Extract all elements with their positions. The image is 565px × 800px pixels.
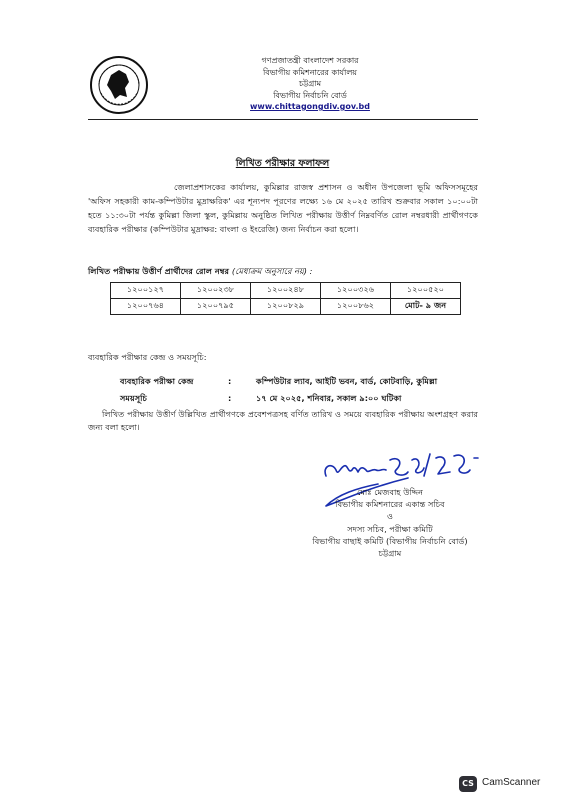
- schedule-center-colon: :: [228, 376, 232, 386]
- signatory-location: চট্টগ্রাম: [378, 548, 402, 559]
- roll-cell: ১২০০৭৯৫: [181, 299, 251, 315]
- roll-cell: ১২০০২৪৮: [251, 283, 321, 299]
- header-line-office: বিভাগীয় কমিশনারের কার্যালয়: [262, 67, 358, 77]
- office-header: [240, 55, 380, 113]
- roll-table: [110, 282, 461, 315]
- schedule-time-value: ১৭ মে ২০২৫, শনিবার, সকাল ৯:০০ ঘটিকা: [256, 393, 402, 403]
- roll-cell: ১২০০২৩৮: [181, 283, 251, 299]
- roll-cell: ১২০০১২৭: [111, 283, 181, 299]
- schedule-time-label: সময়সূচি: [120, 393, 147, 403]
- website-link[interactable]: www.chittagongdiv.gov.bd: [250, 102, 370, 111]
- table-row: [111, 299, 461, 315]
- schedule-title: ব্যবহারিক পরীক্ষার কেন্দ্র ও সময়সূচি:: [88, 352, 207, 362]
- intro-paragraph: জেলাপ্রশাসকের কার্যালয়, কুমিল্লার রাজস্ব প্রশাসন ও অধীন উপজেলা ভূমি অফিসসমূহের 'অফিস সহকারী কাম-কম্পিউটার মুদ্রাক্ষরিক' এর শূন্যপদ পূরণের লক্ষ্যে ১৬ মে ২০২৫ তারিখ শুক্রবার সকাল ১০:০০টা হতে ১১:৩০টা পর্যন্ত কুমিল্লা জিলা স্কুল, কুমিল্লায় অনুষ্ঠিত লিখিত পরীক্ষায় উত্তীর্ণ নিম্নবর্ণিত রোল নম্বরধারী প্রার্থীগণকে ব্যবহারিক পরীক্ষার (কম্পিউটার মুদ্রাক্ষর: বাংলা ও ইংরেজি) জন্য নির্বাচন করা হলো।: [88, 182, 478, 234]
- signatory-title: বিভাগীয় কমিশনারের একান্ত সচিব: [335, 499, 445, 510]
- government-seal-icon: [89, 55, 149, 115]
- table-row: [111, 283, 461, 299]
- signatory-role: সদস্য সচিব, পরীক্ষা কমিটি: [347, 523, 433, 534]
- camscanner-logo-icon: CS: [459, 776, 477, 792]
- header-divider: [88, 119, 478, 120]
- camscanner-watermark: CamScanner: [482, 777, 541, 788]
- roll-cell: ১২০০৩২৬: [321, 283, 391, 299]
- document-title: লিখিত পরীক্ষার ফলাফল: [235, 158, 330, 169]
- schedule-time-colon: :: [228, 393, 232, 403]
- signature-block: [290, 486, 490, 559]
- roll-heading: লিখিত পরীক্ষায় উত্তীর্ণ প্রার্থীদের রোল নম্বর (মেধাক্রম অনুসারে নয়) :: [88, 266, 313, 276]
- signatory-name: মোঃ মেজবাহ উদ্দিন: [357, 487, 423, 497]
- header-line-government: গণপ্রজাতন্ত্রী বাংলাদেশ সরকার: [261, 56, 359, 65]
- roll-cell: ১২০০৮৬২: [321, 299, 391, 315]
- closing-paragraph: লিখিত পরীক্ষায় উত্তীর্ণ উল্লিখিত প্রার্থীগণকে প্রবেশপত্রসহ বর্ণিত তারিখ ও সময়ে ব্যবহারিক পরীক্ষায় অংশগ্রহণ করার জন্য বলা হলো।: [88, 409, 478, 432]
- schedule-center-value: কম্পিউটার ল্যাব, আইটি ভবন, বার্ড, কোটবাড়ি, কুমিল্লা: [256, 376, 438, 386]
- signatory-committee: বিভাগীয় বাছাই কমিটি (বিভাগীয় নির্বাচনি বোর্ড): [312, 535, 468, 546]
- total-count-cell: মোট- ৯ জন: [391, 299, 461, 315]
- signatory-conjunction: ও: [386, 511, 394, 522]
- roll-cell: ১২০০৭৬৪: [111, 299, 181, 315]
- header-line-board: বিভাগীয় নির্বাচনি বোর্ড: [273, 90, 347, 100]
- schedule-center-label: ব্যবহারিক পরীক্ষা কেন্দ্র: [120, 376, 194, 386]
- roll-cell: ১২০০৫২০: [391, 283, 461, 299]
- header-line-city: চট্টগ্রাম: [298, 79, 322, 88]
- roll-cell: ১২০০৮২৯: [251, 299, 321, 315]
